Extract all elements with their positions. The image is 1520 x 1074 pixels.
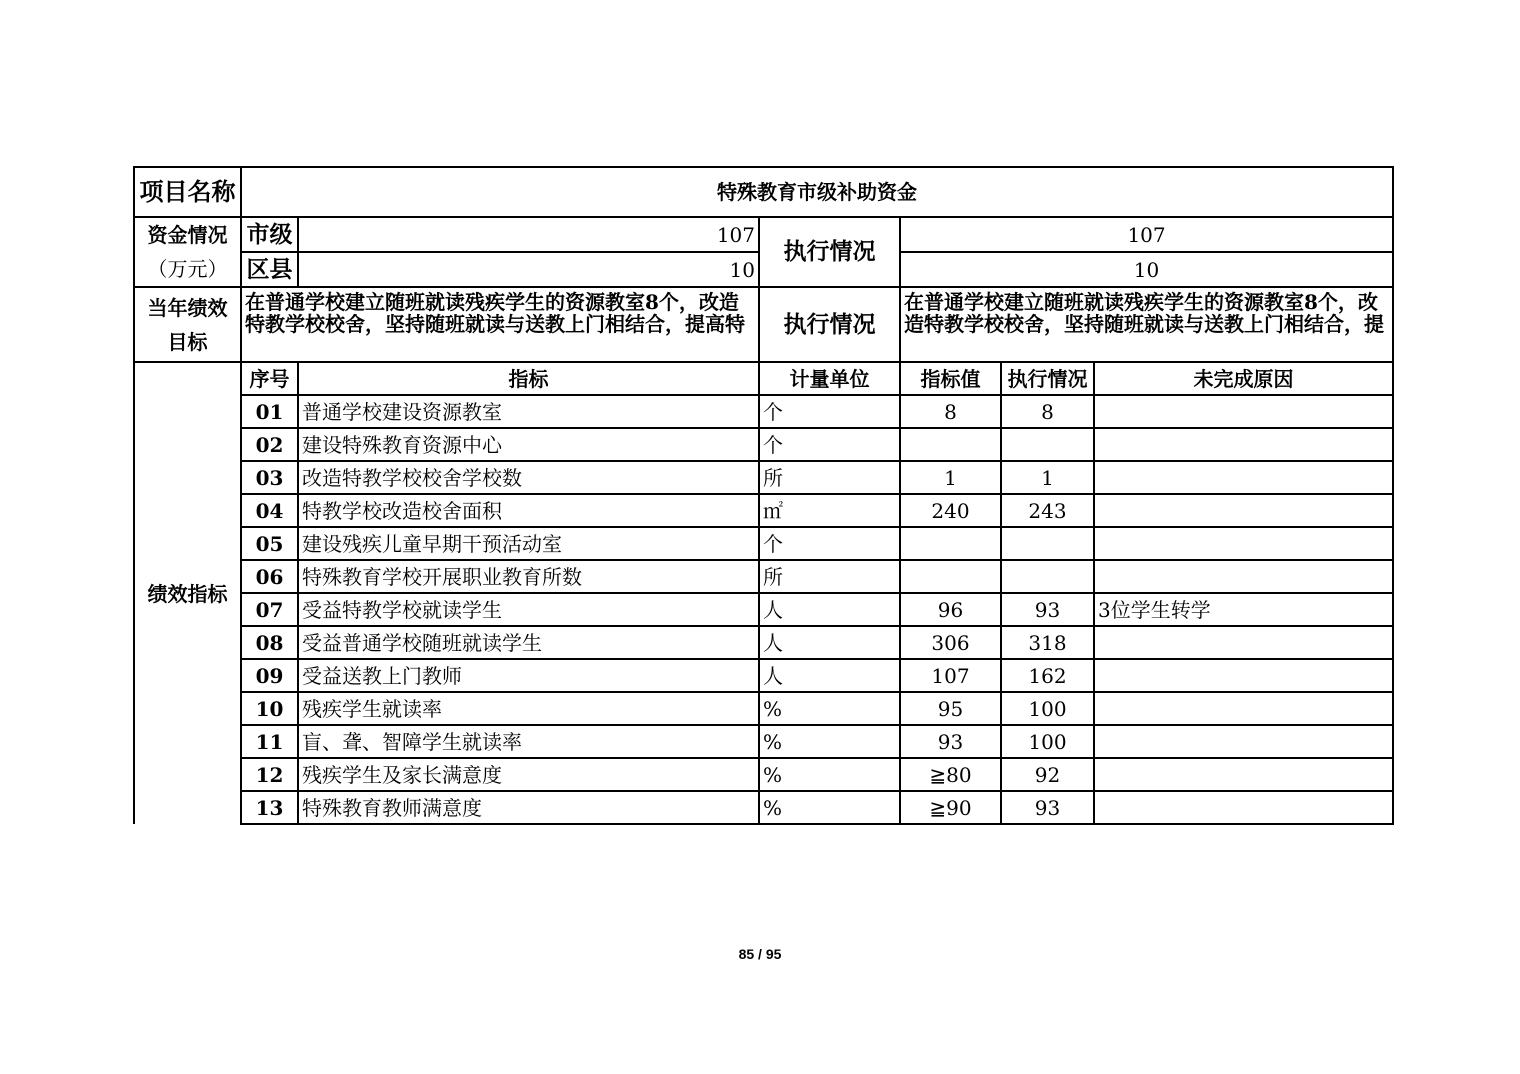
county-label: 区县 bbox=[241, 252, 298, 287]
row-actual: 93 bbox=[1001, 593, 1094, 626]
row-actual bbox=[1001, 527, 1094, 560]
row-name: 残疾学生及家长满意度 bbox=[298, 758, 759, 791]
row-name: 特殊教育学校开展职业教育所数 bbox=[298, 560, 759, 593]
project-row bbox=[134, 167, 1393, 217]
goal-label-line1: 当年绩效 bbox=[147, 295, 228, 320]
table-row bbox=[134, 395, 1393, 428]
row-target: 95 bbox=[900, 692, 1001, 725]
header-name: 指标 bbox=[298, 362, 759, 395]
header-actual: 执行情况 bbox=[1001, 362, 1094, 395]
row-unit: 所 bbox=[759, 560, 900, 593]
row-reason bbox=[1094, 461, 1393, 494]
row-target: 1 bbox=[900, 461, 1001, 494]
row-index: 08 bbox=[241, 626, 298, 659]
row-reason: 3位学生转学 bbox=[1094, 593, 1393, 626]
row-actual: 100 bbox=[1001, 725, 1094, 758]
exec-city-value: 107 bbox=[900, 217, 1393, 252]
row-actual: 8 bbox=[1001, 395, 1094, 428]
row-name: 建设残疾儿童早期干预活动室 bbox=[298, 527, 759, 560]
goal-label bbox=[134, 287, 241, 362]
row-actual: 162 bbox=[1001, 659, 1094, 692]
row-actual bbox=[1001, 428, 1094, 461]
row-actual: 243 bbox=[1001, 494, 1094, 527]
row-index: 02 bbox=[241, 428, 298, 461]
table-row bbox=[134, 758, 1393, 791]
row-index: 11 bbox=[241, 725, 298, 758]
row-actual bbox=[1001, 560, 1094, 593]
row-unit: % bbox=[759, 692, 900, 725]
page-number: 85 / 95 bbox=[738, 946, 782, 962]
header-index: 序号 bbox=[241, 362, 298, 395]
row-unit: 个 bbox=[759, 428, 900, 461]
row-reason bbox=[1094, 428, 1393, 461]
project-name: 特殊教育市级补助资金 bbox=[241, 167, 1393, 217]
goal-row bbox=[134, 287, 1393, 362]
table-row bbox=[134, 494, 1393, 527]
table-row bbox=[134, 725, 1393, 758]
table-row bbox=[134, 791, 1393, 824]
row-unit: 个 bbox=[759, 527, 900, 560]
row-target bbox=[900, 560, 1001, 593]
city-label: 市级 bbox=[241, 217, 298, 252]
row-unit: % bbox=[759, 725, 900, 758]
header-target: 指标值 bbox=[900, 362, 1001, 395]
header-reason: 未完成原因 bbox=[1094, 362, 1393, 395]
row-actual: 318 bbox=[1001, 626, 1094, 659]
row-target: 306 bbox=[900, 626, 1001, 659]
goal-exec-label: 执行情况 bbox=[759, 287, 900, 362]
table-row bbox=[134, 527, 1393, 560]
row-actual: 92 bbox=[1001, 758, 1094, 791]
row-index: 04 bbox=[241, 494, 298, 527]
row-index: 07 bbox=[241, 593, 298, 626]
row-index: 06 bbox=[241, 560, 298, 593]
funds-label bbox=[134, 217, 241, 287]
row-index: 13 bbox=[241, 791, 298, 824]
exec-county-value: 10 bbox=[900, 252, 1393, 287]
row-index: 01 bbox=[241, 395, 298, 428]
funds-exec-label: 执行情况 bbox=[759, 217, 900, 287]
row-reason bbox=[1094, 395, 1393, 428]
header-unit: 计量单位 bbox=[759, 362, 900, 395]
row-target: 8 bbox=[900, 395, 1001, 428]
funds-label-line2: （万元） bbox=[147, 257, 228, 281]
row-index: 12 bbox=[241, 758, 298, 791]
row-reason bbox=[1094, 626, 1393, 659]
row-index: 09 bbox=[241, 659, 298, 692]
table-row bbox=[134, 560, 1393, 593]
row-name: 普通学校建设资源教室 bbox=[298, 395, 759, 428]
row-target: 96 bbox=[900, 593, 1001, 626]
county-value: 10 bbox=[298, 252, 759, 287]
row-unit: ㎡ bbox=[759, 494, 900, 527]
row-name: 特殊教育教师满意度 bbox=[298, 791, 759, 824]
row-actual: 93 bbox=[1001, 791, 1094, 824]
row-target bbox=[900, 527, 1001, 560]
row-target: ≧90 bbox=[900, 791, 1001, 824]
row-unit: 所 bbox=[759, 461, 900, 494]
table-row bbox=[134, 428, 1393, 461]
row-name: 受益特教学校就读学生 bbox=[298, 593, 759, 626]
row-name: 受益普通学校随班就读学生 bbox=[298, 626, 759, 659]
funds-label-line1: 资金情况 bbox=[147, 223, 228, 247]
row-unit: 人 bbox=[759, 593, 900, 626]
row-index: 03 bbox=[241, 461, 298, 494]
row-name: 改造特教学校校舍学校数 bbox=[298, 461, 759, 494]
table-row bbox=[134, 692, 1393, 725]
row-index: 10 bbox=[241, 692, 298, 725]
goal-text: 在普通学校建立随班就读残疾学生的资源教室8个，改造特教学校校舍，坚持随班就读与送教上门相结合，提高特 bbox=[245, 291, 745, 336]
city-value: 107 bbox=[298, 217, 759, 252]
goal-exec-text: 在普通学校建立随班就读残疾学生的资源教室8个，改造特教学校校舍，坚持随班就读与送教上门相结合，提 bbox=[904, 291, 1384, 336]
row-target: 240 bbox=[900, 494, 1001, 527]
row-unit: % bbox=[759, 791, 900, 824]
row-target bbox=[900, 428, 1001, 461]
row-unit: 个 bbox=[759, 395, 900, 428]
row-reason bbox=[1094, 692, 1393, 725]
row-reason bbox=[1094, 725, 1393, 758]
indicator-section-label: 绩效指标 bbox=[134, 362, 241, 824]
table-row bbox=[134, 593, 1393, 626]
goal-exec-text-cell bbox=[900, 287, 1393, 362]
row-actual: 1 bbox=[1001, 461, 1094, 494]
row-name: 建设特殊教育资源中心 bbox=[298, 428, 759, 461]
table-row bbox=[134, 659, 1393, 692]
row-reason bbox=[1094, 560, 1393, 593]
row-reason bbox=[1094, 791, 1393, 824]
table-row bbox=[134, 461, 1393, 494]
project-label: 项目名称 bbox=[134, 167, 241, 217]
row-unit: 人 bbox=[759, 659, 900, 692]
row-actual: 100 bbox=[1001, 692, 1094, 725]
row-name: 盲、聋、智障学生就读率 bbox=[298, 725, 759, 758]
row-target: 107 bbox=[900, 659, 1001, 692]
goal-text-cell bbox=[241, 287, 759, 362]
row-reason bbox=[1094, 527, 1393, 560]
row-reason bbox=[1094, 758, 1393, 791]
row-target: ≧80 bbox=[900, 758, 1001, 791]
performance-table bbox=[133, 166, 1394, 825]
row-unit: 人 bbox=[759, 626, 900, 659]
indicator-header-row bbox=[134, 362, 1393, 395]
row-unit: % bbox=[759, 758, 900, 791]
row-reason bbox=[1094, 494, 1393, 527]
table-row bbox=[134, 626, 1393, 659]
goal-label-line2: 目标 bbox=[167, 329, 208, 354]
row-name: 受益送教上门教师 bbox=[298, 659, 759, 692]
row-name: 特教学校改造校舍面积 bbox=[298, 494, 759, 527]
row-reason bbox=[1094, 659, 1393, 692]
row-name: 残疾学生就读率 bbox=[298, 692, 759, 725]
funds-city-row bbox=[134, 217, 1393, 252]
row-index: 05 bbox=[241, 527, 298, 560]
row-target: 93 bbox=[900, 725, 1001, 758]
